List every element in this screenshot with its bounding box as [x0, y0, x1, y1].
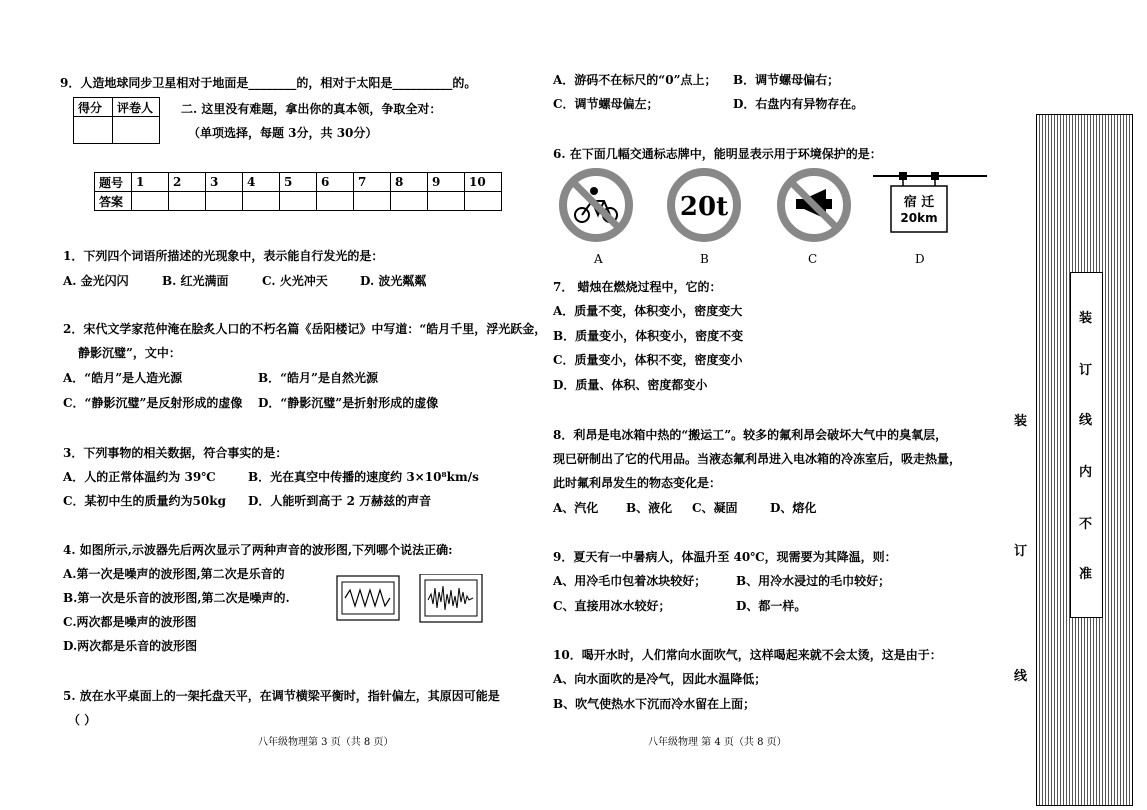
q3-option-b[interactable]: B．光在真空中传播的速度约 3×10⁸km/s: [248, 470, 479, 484]
question-5-line2: （ ）: [68, 713, 97, 727]
panel-char: 装: [1079, 311, 1093, 326]
question-4: 4. 如图所示,示波器先后两次显示了两种声音的波形图,下列哪个说法正确:: [63, 543, 453, 557]
q10-option-a[interactable]: A、向水面吹的是冷气，因此水温降低；: [553, 672, 767, 686]
question-number: 9: [428, 173, 465, 192]
answer-cell[interactable]: [391, 192, 428, 211]
margin-char-zhuang: 装: [1014, 414, 1028, 429]
page-footer-right: 八年级物理 第 4 页（共 8 页）: [648, 737, 787, 748]
q7-option-b[interactable]: B．质量变小，体积变小，密度不变: [553, 329, 744, 343]
q2-option-b[interactable]: B．“皓月”是自然光源: [258, 371, 378, 385]
distance-sign-icon: [873, 168, 987, 236]
no-bicycle-sign-icon: [556, 165, 636, 245]
q9-option-a[interactable]: A、用冷毛巾包着冰块较好；: [553, 574, 707, 588]
q1-option-d[interactable]: D. 波光粼粼: [360, 274, 427, 288]
question-number: 6: [317, 173, 354, 192]
question-10: 10．喝开水时，人们常向水面吹气，这样喝起来就不会太烫，这是由于：: [553, 648, 942, 662]
question-8-line2: 现已研制出了它的代用品。当液态氟利昂进入电冰箱的冷冻室后，吸走热量，: [553, 452, 962, 466]
margin-char-ding: 订: [1014, 544, 1028, 559]
q10-option-b[interactable]: B、吹气使热水下沉而冷水留在上面；: [553, 697, 756, 711]
question-8-line1: 8．利昂是电冰箱中热的“搬运工”。较多的氟利昂会破坏大气中的臭氧层，: [553, 428, 948, 442]
binding-notice-panel: [1070, 272, 1103, 618]
weight-limit-text: 20t: [679, 192, 729, 222]
q9-option-d[interactable]: D、都一样。: [736, 599, 807, 613]
q5-option-d[interactable]: D．右盘内有异物存在。: [733, 97, 864, 111]
q6-label-b[interactable]: B: [700, 252, 709, 266]
question-number: 3: [206, 173, 243, 192]
question-8-line3: 此时氟利昂发生的物态变化是：: [553, 476, 722, 490]
q1-option-b[interactable]: B. 红光满面: [162, 274, 229, 288]
question-3: 3．下列事物的相关数据，符合事实的是：: [63, 446, 288, 460]
question-number: 1: [132, 173, 169, 192]
answer-cell[interactable]: [243, 192, 280, 211]
q6-label-c[interactable]: C: [808, 252, 818, 266]
q4-option-a[interactable]: A.第一次是噪声的波形图,第二次是乐音的: [63, 567, 285, 581]
q1-option-c[interactable]: C. 火光冲天: [262, 274, 328, 288]
question-2-line2: 静影沉璧”，文中：: [78, 346, 181, 360]
question-9-fill: 9．人造地球同步卫星相对于地面是________的，相对于太阳是__________的。: [60, 76, 477, 90]
answer-cell[interactable]: [169, 192, 206, 211]
no-horn-sign-icon: [774, 165, 854, 245]
distance-sign-place: 宿 迁: [903, 195, 935, 210]
question-1: 1．下列四个词语所描述的光现象中，表示能自行发光的是：: [63, 249, 384, 263]
answer-table: [94, 172, 502, 211]
score-label: 得分: [74, 98, 113, 117]
answer-cell[interactable]: [465, 192, 502, 211]
section2-title: 二. 这里没有难题，拿出你的真本领，争取全对：: [181, 102, 442, 116]
q8-option-a[interactable]: A、汽化: [553, 501, 599, 515]
q5-option-a[interactable]: A．游码不在标尺的“0”点上；: [553, 73, 717, 87]
answer-cell[interactable]: [354, 192, 391, 211]
answer-cell[interactable]: [317, 192, 354, 211]
q1-option-a[interactable]: A. 金光闪闪: [63, 274, 129, 288]
section2-note: （单项选择，每题 3分，共 30分）: [188, 126, 378, 140]
answer-cell[interactable]: [206, 192, 243, 211]
distance-sign-km: 20km: [900, 211, 938, 225]
question-7: 7． 蜡烛在燃烧过程中，它的：: [553, 280, 722, 294]
q4-option-b[interactable]: B.第一次是乐音的波形图,第二次是噪声的.: [63, 591, 290, 605]
question-number: 5: [280, 173, 317, 192]
page-footer-left: 八年级物理第 3 页（共 8 页）: [258, 737, 394, 748]
question-9: 9．夏天有一中暑病人，体温升至 40℃，现需要为其降温，则：: [553, 550, 897, 564]
panel-char: 内: [1079, 465, 1093, 480]
margin-char-xian: 线: [1014, 669, 1028, 684]
q3-option-a[interactable]: A．人的正常体温约为 39℃: [63, 470, 216, 484]
weight-limit-sign-icon: [664, 165, 744, 245]
question-number-label: 题号: [95, 173, 132, 192]
q5-option-c[interactable]: C．调节螺母偏左；: [553, 97, 659, 111]
grader-cell[interactable]: [113, 117, 160, 144]
question-number: 2: [169, 173, 206, 192]
panel-char: 不: [1079, 517, 1093, 532]
waveform-musical-icon: [337, 576, 399, 620]
question-number: 4: [243, 173, 280, 192]
question-number: 8: [391, 173, 428, 192]
answer-cell[interactable]: [132, 192, 169, 211]
q2-option-a[interactable]: A．“皓月”是人造光源: [63, 371, 183, 385]
q8-option-d[interactable]: D、熔化: [770, 501, 817, 515]
panel-char: 订: [1079, 363, 1093, 378]
question-2-line1: 2．宋代文学家范仲淹在脍炙人口的不朽名篇《岳阳楼记》中写道：“皓月千里，浮光跃金，: [63, 322, 547, 336]
q9-option-b[interactable]: B、用冷水浸过的毛巾较好；: [736, 574, 891, 588]
grader-label: 评卷人: [113, 98, 160, 117]
answer-cell[interactable]: [428, 192, 465, 211]
question-5-line1: 5. 放在水平桌面上的一架托盘天平，在调节横梁平衡时，指针偏左，其原因可能是: [63, 689, 500, 703]
q6-label-a[interactable]: A: [594, 252, 603, 266]
question-6: 6. 在下面几幅交通标志牌中，能明显表示用于环境保护的是：: [553, 147, 882, 161]
oscilloscope-figures: [336, 574, 486, 626]
panel-char: 准: [1079, 567, 1093, 582]
question-number: 7: [354, 173, 391, 192]
question-number: 10: [465, 173, 502, 192]
q4-option-c[interactable]: C.两次都是噪声的波形图: [63, 615, 197, 629]
q9-option-c[interactable]: C、直接用冰水较好；: [553, 599, 671, 613]
q7-option-d[interactable]: D．质量、体积、密度都变小: [553, 378, 708, 392]
score-cell[interactable]: [74, 117, 113, 144]
answer-cell[interactable]: [280, 192, 317, 211]
q3-option-d[interactable]: D．人能听到高于 2 万赫兹的声音: [248, 494, 432, 508]
q8-option-b[interactable]: B、液化: [626, 501, 673, 515]
waveform-noise-icon: [420, 574, 482, 622]
q4-option-d[interactable]: D.两次都是乐音的波形图: [63, 639, 198, 653]
q6-label-d[interactable]: D: [915, 252, 925, 266]
q3-option-c[interactable]: C．某初中生的质量约为50kg: [63, 494, 226, 508]
q2-option-c[interactable]: C．“静影沉璧”是反射形成的虚像: [63, 396, 243, 410]
panel-char: 线: [1079, 413, 1093, 428]
q8-option-c[interactable]: C、凝固: [692, 501, 738, 515]
q2-option-d[interactable]: D．“静影沉璧”是折射形成的虚像: [258, 396, 439, 410]
q7-option-a[interactable]: A．质量不变，体积变小，密度变大: [553, 304, 743, 318]
score-table: [73, 97, 160, 144]
q7-option-c[interactable]: C．质量变小，体积不变，密度变小: [553, 353, 743, 367]
answer-label: 答案: [95, 192, 132, 211]
q5-option-b[interactable]: B．调节螺母偏右；: [733, 73, 840, 87]
